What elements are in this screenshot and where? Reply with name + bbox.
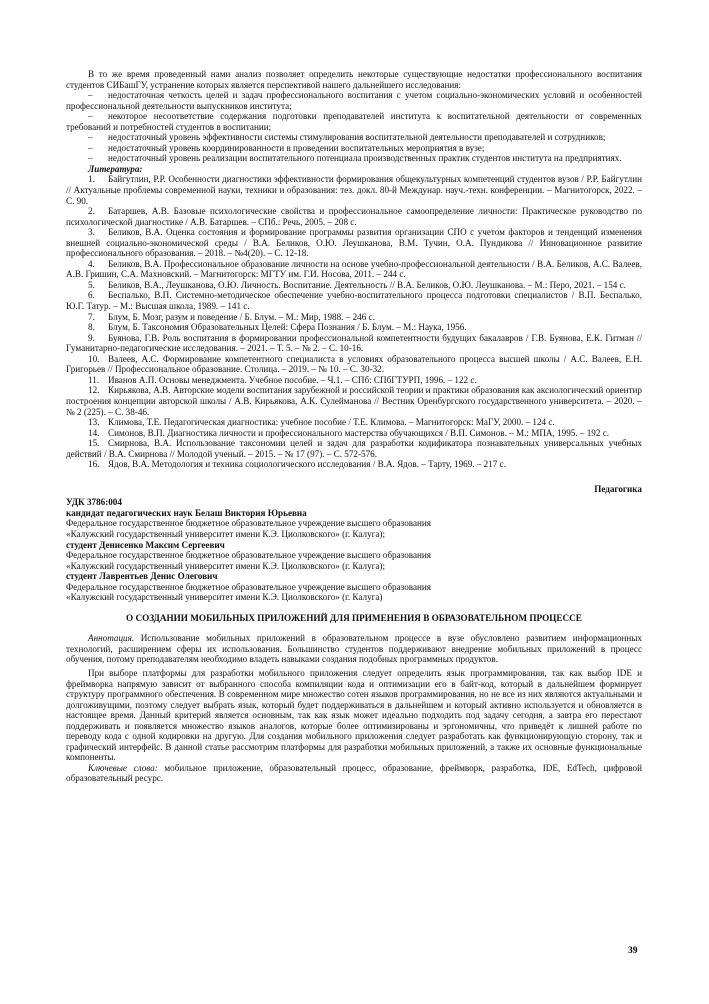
shortcomings-list bbox=[66, 90, 642, 164]
reference-item: 8. Блум, Б. Таксономия Образовательных Целей: Сфера Познания / Б. Блум. – М.: Наука, 1956. bbox=[88, 322, 467, 333]
dash-marker: – bbox=[88, 90, 93, 101]
reference-item: 3. Беликов, В.А. Оценка состояния и формирование программы развития организации СПО с учетом факторов и тенденций изменения внешней социально-экономической среды / В.А. Беликов, О.Ю. Леушканова, В.М. Тучин, О.А. Пундикова // Инновационное развитие профессионального образования. – 2018. – №4(20). – С. 12-18. bbox=[66, 227, 642, 259]
list-item: – недостаточная четкость целей и задач профессионального воспитания с учетом социально-экономических условий и особенностей профессиональной деятельности выпускников института; bbox=[66, 90, 642, 111]
dash-marker: – bbox=[88, 111, 93, 122]
list-item: – недостаточный уровень координированности в проведении воспитательных мероприятия в вузе; bbox=[88, 142, 485, 153]
author-org: «Калужский государственный университет имени К.Э. Циолковского» (г. Калуга) bbox=[66, 592, 383, 603]
abstract bbox=[66, 633, 642, 665]
page-number: 39 bbox=[628, 946, 638, 956]
author-name: кандидат педагогических наук Белаш Виктория Юрьевна bbox=[66, 507, 307, 518]
reference-item: 13. Климова, Т.Е. Педагогическая диагностика: учебное пособие / Т.Е. Климова. – Магнитогорск: МаГУ, 2000. – 124 с. bbox=[88, 417, 555, 428]
reference-item: 16. Ядов, В.А. Методология и техника социологического исследования / В.А. Ядов. – Тарту, 1969. – 217 с. bbox=[88, 459, 506, 470]
author-org: Федеральное государственное бюджетное образовательное учреждение высшего образования bbox=[66, 550, 431, 561]
dash-marker: – bbox=[88, 153, 93, 164]
author-org: Федеральное государственное бюджетное образовательное учреждение высшего образования bbox=[66, 581, 431, 592]
list-item: – недостаточный уровень реализации воспитательного потенциала производственных практик студентов института на предприятиях. bbox=[88, 153, 622, 164]
list-item: – недостаточный уровень эффективности системы стимулирования воспитательной деятельности преподавателей и сотрудников; bbox=[88, 132, 606, 143]
list-item: – некоторое несоответствие содержания подготовки преподавателей института к воспитательной деятельности от современных требований и потребностей студентов в воспитании; bbox=[66, 111, 642, 132]
reference-item: 4. Беликов, В.А. Профессиональное образование личности на основе учебно-профессиональной деятельности / В.А. Беликов, А.С. Валеев, А.В. Гришин, С.А. Махновский. – Магнитогорск: МГТУ им. Г.И. Носова, 2011. – 244 с. bbox=[66, 258, 642, 280]
section-label: Педагогика bbox=[594, 483, 642, 494]
reference-item: 11. Иванов А.П. Основы менеджмента. Учебное пособие. – Ч.1. – СПб: СПбГТУРП, 1996. – 122 с. bbox=[88, 374, 477, 385]
author-name: студент Денисенко Максим Сергеевич bbox=[66, 539, 225, 550]
reference-item: 2. Батаршев, А.В. Базовые психологические свойства и профессиональное самоопределение личности: Практическое руководство по психологической диагностике / А.В. Батаршев. – СПб.: Речь, 2005. – 208 с. bbox=[66, 206, 642, 227]
author-org: Федеральное государственное бюджетное образовательное учреждение высшего образования bbox=[66, 518, 431, 529]
reference-item: 14. Симонов, В.П. Диагностика личности и профессионального мастерства обучающихся / В.П. Симонов. – М.: МПА, 1995. – 192 с. bbox=[88, 427, 610, 438]
author-block bbox=[66, 508, 642, 603]
udc-code: УДК 3786:004 bbox=[66, 497, 122, 508]
keywords-text: мобильное приложение, образовательный процесс, образование, фреймворк, разработка, IDE, EdTech, цифровой образовательный ресурс. bbox=[66, 762, 642, 784]
reference-item: 12. Кирьякова, А.В. Авторские модели воспитания зарубежной и российской теории и практики образования как аксиологический ориентир построения концепции авторской школы / А.В. Кирьякова, А.К. Сулейманова // Вестник Оренбургского государственного университета. – 2020. – № 2 (225). – С. 38-46. bbox=[66, 385, 642, 417]
reference-list bbox=[66, 174, 642, 469]
reference-item: 1. Байгутлин, Р.Р. Особенности диагностики эффективности формирования общекультурных компетенций студентов вузов / Р.Р. Байгутлин // Актуальные проблемы современной науки, техники и образования: тез. докл. 80-й Междунар. науч.-техн. конференции. – Магнитогорск, 2022. – С. 90. bbox=[66, 174, 642, 206]
reference-item: 5. Беликов, В.А., Леушканова, О.Ю. Личность. Воспитание. Деятельность // В.А. Беликов, О.Ю. Леушканова. – М.: Перо, 2021. – 154 с. bbox=[88, 279, 626, 290]
reference-item: 10. Валеев, А.С. Формирование компетентного специалиста в условиях образовательного процесса высшей школы / А.С. Валеев, Е.Н. Григорьев // Профессиональное образование. Столица. – 2019. – № 10. – С. 30-32. bbox=[66, 353, 642, 375]
document-page bbox=[66, 69, 642, 784]
intro-paragraph: В то же время проведенный нами анализ позволяет определить некоторые существующие недостатки профессионального воспитания студентов СИБашГУ, устранение которых является перспективой нашего дальнейшего исследования: bbox=[66, 69, 642, 90]
body-paragraph: При выборе платформы для разработки мобильного приложения следует определить язык программирования, так как выбор IDE и фреймворка напрямую зависит от выбранного способа компиляции кода и оптимизации его в байт-код, который в дальнейшем формирует структуру программного обеспечения. В современном мире множество сотен языков программирования, но не все из них являются актуальными и долгоживущими, поэтому следует выбрать язык, который будет поддерживаться в дальнейшем и который активно используется и обновляется в настоящее время. Данный критерий является основным, так как язык может идеально подходить под задачу сегодня, а завтра его перестают поддерживать и появляется множество языков аналогов, которые более оптимизированы и эргономичны, что приведёт к лишней работе по переводу кода с одной кодировки на другую. Для создания мобильного приложения следует разработать как функционирующую сторону, так и графический интерфейс. В данной статье рассмотрим платформы для разработки мобильных приложений, а также их основные функциональные компоненты. bbox=[66, 667, 642, 763]
author-org: «Калужский государственный университет имени К.Э. Циолковского» (г. Калуга); bbox=[66, 528, 386, 539]
reference-item: 15. Смирнова, В.А. Использование таксономии целей и задач для разработки кодификатора познавательных универсальных учебных действий / В.А. Смирнова // Молодой ученый. – 2015. – № 17 (97). – С. 572-576. bbox=[66, 438, 642, 459]
author-org: «Калужский государственный университет имени К.Э. Циолковского» (г. Калуга); bbox=[66, 560, 386, 571]
keywords-label: Ключевые слова: bbox=[88, 762, 158, 773]
literature-heading: Литература: bbox=[88, 163, 143, 174]
dash-marker: – bbox=[88, 132, 93, 143]
abstract-label: Аннотация. bbox=[88, 633, 135, 644]
dash-marker: – bbox=[88, 142, 93, 153]
abstract-text: Использование мобильных приложений в образовательном процессе в вузе обусловлено развитием информационных технологий, расширением сферы их использования. Большинство студентов поддерживают внедрение мобильных приложений в процесс обучения, потому преподавателям необходимо владеть навыками создания подобных программных продуктов. bbox=[66, 633, 642, 665]
reference-item: 6. Беспалько, В.П. Системно-методическое обеспечение учебно-воспитательного процесса подготовки специалистов / В.П. Беспалько, Ю.Г. Татур. – М.: Высшая школа, 1989. – 141 с. bbox=[66, 290, 642, 312]
keywords bbox=[66, 763, 642, 784]
reference-item: 9. Буянова, Г.В. Роль воспитания в формировании профессиональной компетентности будущих бакалавров / Г.В. Буянова, Е.К. Гитман // Гуманитарно-педагогические исследования. – 2021. – Т. 5. – № 2. – С. 10-16. bbox=[66, 332, 642, 354]
article-title: О СОЗДАНИИ МОБИЛЬНЫХ ПРИЛОЖЕНИЙ ДЛЯ ПРИМЕНЕНИЯ В ОБРАЗОВАТЕЛЬНОМ ПРОЦЕССЕ bbox=[126, 612, 582, 623]
reference-item: 7. Блум, Б. Мозг, разум и поведение / Б. Блум. – М.: Мир, 1988. – 246 с. bbox=[88, 311, 375, 322]
author-name: студент Лаврентьев Денис Олегович bbox=[66, 571, 218, 582]
